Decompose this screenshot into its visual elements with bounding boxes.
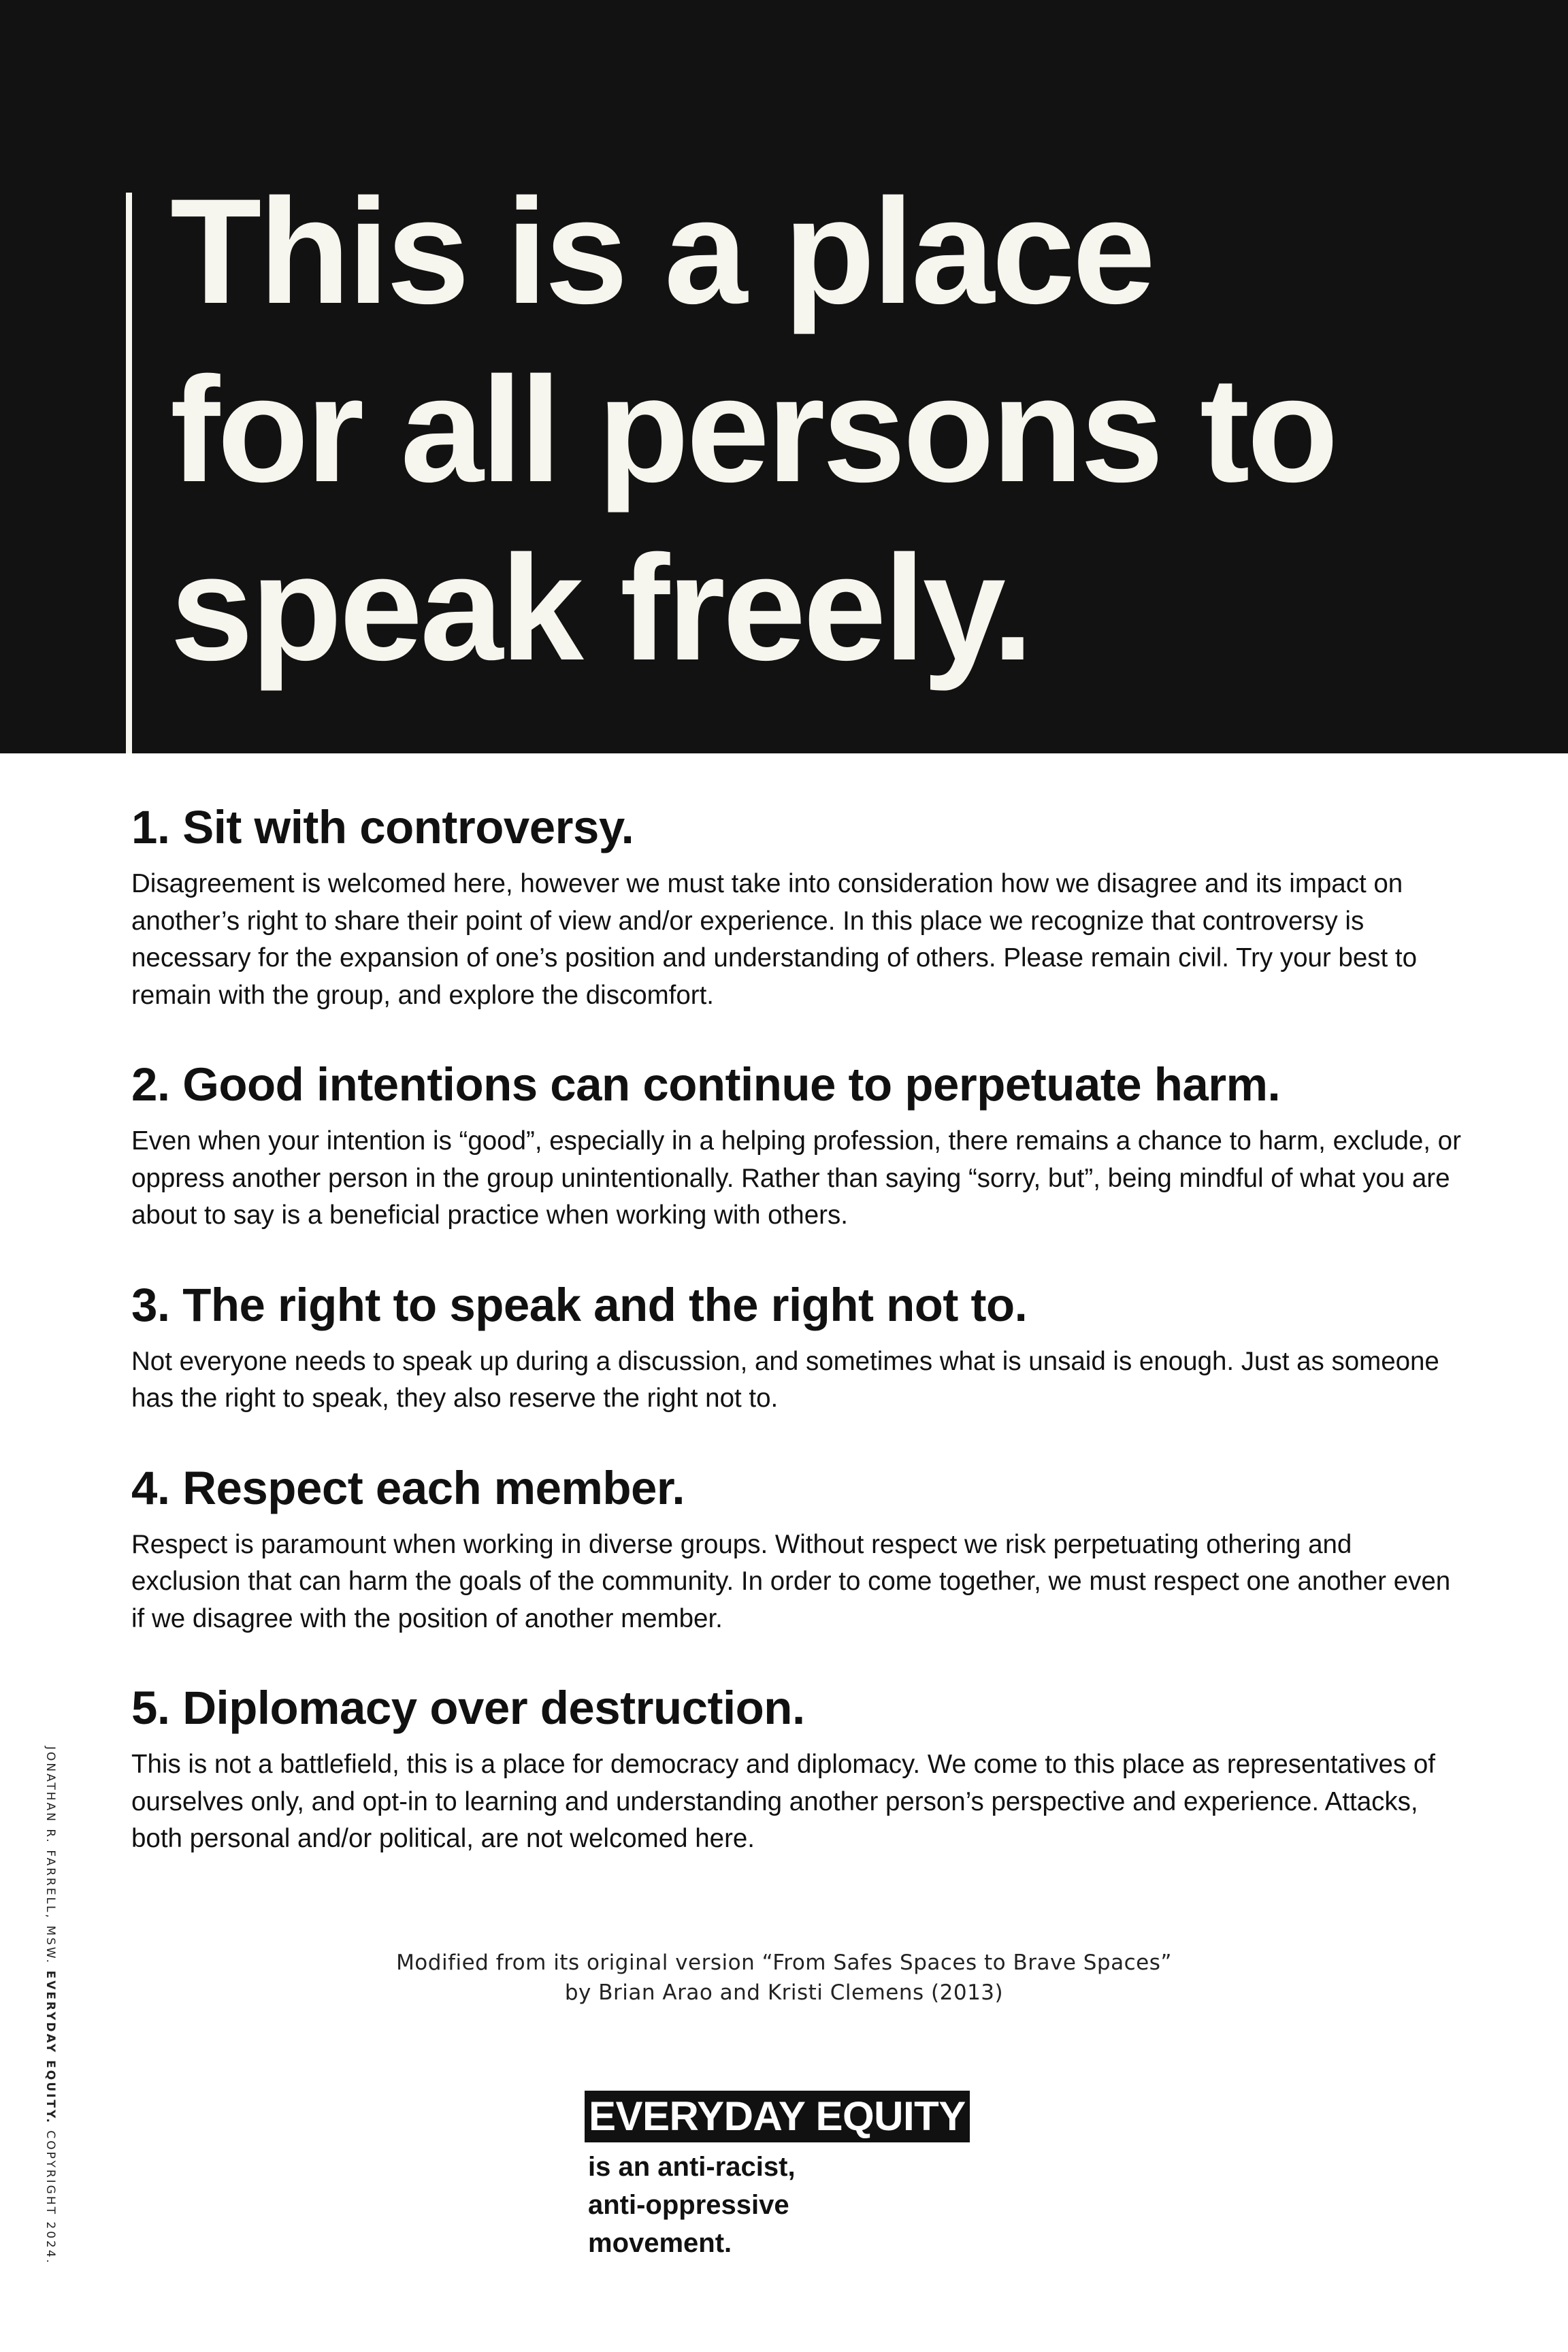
rule-heading: 4. Respect each member. bbox=[131, 1461, 685, 1514]
rule-body: Respect is paramount when working in diverse groups. Without respect we risk perpetuating othering and exclusion that can harm the goals of the community. In order to come together, we must respect one another even if we disagree with the position of another member. bbox=[131, 1529, 1451, 1633]
rule-heading: 1. Sit with controversy. bbox=[131, 801, 634, 853]
rules-list bbox=[131, 796, 1465, 1858]
tagline-line: is an anti-racist, bbox=[588, 2152, 796, 2182]
title-line: speak freely. bbox=[170, 524, 1031, 691]
rule-item bbox=[131, 796, 1465, 1014]
rule-body: Even when your intention is “good”, especially in a helping profession, there remains a chance to harm, exclude, or oppress another person in the group unintentionally. Rather than saying “sorry, but”, being mindful of what you are about to say is a beneficial practice when working with others. bbox=[131, 1126, 1461, 1230]
header-banner bbox=[0, 0, 1568, 753]
rule-body: Not everyone needs to speak up during a discussion, and sometimes what is unsaid is enough. Just as someone has the right to speak, they also reserve the right not to. bbox=[131, 1346, 1439, 1413]
source-credit bbox=[0, 1948, 1568, 2008]
rule-body: Disagreement is welcomed here, however we must take into consideration how we disagree and its impact on another’s right to share their point of view and/or experience. In this place we recognize that controversy is necessary for the expansion of one’s position and understanding of others. Please remain civil. Try your best to remain with the group, and explore the discomfort. bbox=[131, 869, 1418, 1010]
credit-line: Modified from its original version “From Safes Spaces to Brave Spaces” bbox=[396, 1950, 1172, 1975]
credit-line: by Brian Arao and Kristi Clemens (2013) bbox=[564, 1980, 1004, 2005]
copyright-notice: COPYRIGHT 2024. bbox=[44, 2130, 57, 2266]
author-credit: JONATHAN R. FARRELL, MSW. bbox=[44, 1746, 57, 1965]
tagline-line: anti-oppressive bbox=[588, 2190, 789, 2220]
vertical-accent-rule bbox=[126, 193, 132, 753]
brand-logo: EVERYDAY EQUITY bbox=[585, 2091, 970, 2142]
rule-heading: 3. The right to speak and the right not to. bbox=[131, 1278, 1028, 1331]
title-line: This is a place bbox=[170, 167, 1154, 335]
tagline-line: movement. bbox=[588, 2228, 732, 2258]
rule-item bbox=[131, 1457, 1465, 1638]
rule-item bbox=[131, 1677, 1465, 1858]
rule-item bbox=[131, 1274, 1465, 1418]
page-title bbox=[170, 162, 1463, 697]
vertical-copyright bbox=[44, 1746, 57, 2265]
brand-tagline bbox=[588, 2148, 970, 2262]
rule-heading: 5. Diplomacy over destruction. bbox=[131, 1682, 805, 1734]
rule-item bbox=[131, 1054, 1465, 1235]
title-line: for all persons to bbox=[170, 346, 1336, 513]
rule-body: This is not a battlefield, this is a place for democracy and diplomacy. We come to this place as representatives of ourselves only, and opt-in to learning and understanding another person’s perspective and experience. Attacks, both personal and/or political, are not welcomed here. bbox=[131, 1750, 1435, 1853]
brand-credit: EVERYDAY EQUITY. bbox=[44, 1970, 57, 2125]
brand-logo-block bbox=[585, 2091, 970, 2262]
rule-heading: 2. Good intentions can continue to perpetuate harm. bbox=[131, 1058, 1281, 1111]
